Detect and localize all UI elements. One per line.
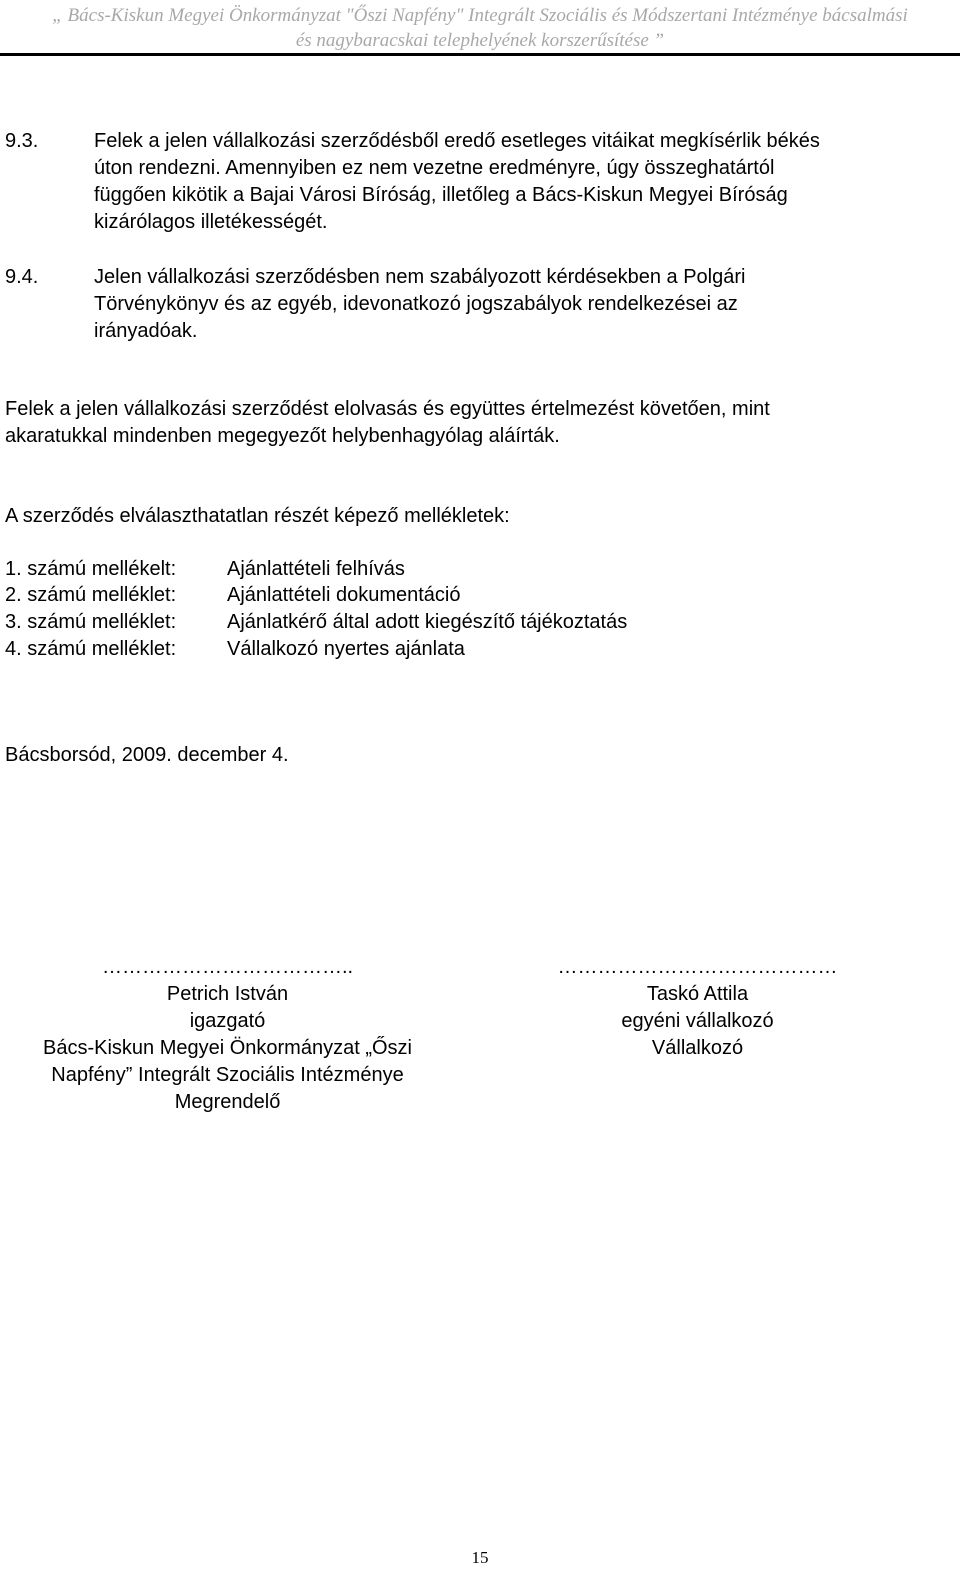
section-line: függően kikötik a Bajai Városi Bíróság, illetőleg a Bács-Kiskun Megyei Bíróság (94, 184, 788, 206)
page-header (0, 0, 960, 56)
annex-value: Vállalkozó nyertes ajánlata (227, 638, 465, 660)
paragraph-line: akaratukkal mindenben megegyezőt helybenhagyólag aláírták. (5, 425, 560, 447)
annex-intro: A szerződés elválaszthatatlan részét képező mellékletek: (5, 505, 510, 527)
section-line: Felek a jelen vállalkozási szerződésből eredő esetleges vitáikat megkísérlik békés (94, 130, 820, 152)
signatory-name: Taskó Attila (646, 983, 749, 1005)
signatory-role: Megrendelő (174, 1091, 281, 1113)
signature-line: ……………………………….. (101, 956, 354, 978)
section-text (94, 264, 955, 345)
section-line: Törvénykönyv és az egyéb, idevonatkozó jogszabályok rendelkezései az (94, 293, 738, 315)
section-number: 9.3. (5, 130, 39, 152)
paragraph-line: Felek a jelen vállalkozási szerződést elolvasás és együttes értelmezést követően, mint (5, 398, 770, 420)
annex-value: Ajánlattételi felhívás (227, 558, 405, 580)
section-line: úton rendezni. Amennyiben ez nem vezetne eredményre, úgy összeghatártól (94, 157, 775, 179)
section-line: kizárólagos illetékességét. (94, 211, 328, 233)
annex-value: Ajánlattételi dokumentáció (227, 584, 461, 606)
page-number: 15 (471, 1548, 489, 1567)
signatory-role: Vállalkozó (651, 1037, 744, 1059)
signatory-name: Petrich István (166, 983, 289, 1005)
annex-value: Ajánlatkérő által adott kiegészítő tájékoztatás (227, 611, 628, 633)
signature-block-left (5, 954, 450, 1116)
section-text (94, 128, 955, 236)
annex-label: 4. számú melléklet: (5, 638, 177, 660)
header-title-line-2: és nagybaracskai telephelyének korszerűsítése ” (295, 30, 665, 51)
closing-paragraph (5, 396, 955, 450)
signature-line: …………………………………… (557, 956, 838, 978)
section-line: Jelen vállalkozási szerződésben nem szabályozott kérdésekben a Polgári (94, 266, 746, 288)
annex-label: 1. számú mellékelt: (5, 558, 177, 580)
section-line: irányadóak. (94, 320, 198, 342)
annex-label: 3. számú melléklet: (5, 611, 177, 633)
place-date: Bácsborsód, 2009. december 4. (5, 744, 289, 766)
signatory-org: Bács-Kiskun Megyei Önkormányzat „Őszi (42, 1037, 412, 1059)
section-number: 9.4. (5, 266, 39, 288)
signatory-title: igazgató (189, 1010, 266, 1032)
header-title-line-1: „ Bács-Kiskun Megyei Önkormányzat "Őszi Napfény" Integrált Szociális és Módszertani Intézménye bácsalmási (52, 5, 908, 26)
signatory-org: Napfény” Integrált Szociális Intézménye (51, 1064, 404, 1086)
annex-label: 2. számú melléklet: (5, 584, 177, 606)
signature-block-right (490, 954, 905, 1062)
signatory-title: egyéni vállalkozó (621, 1010, 774, 1032)
